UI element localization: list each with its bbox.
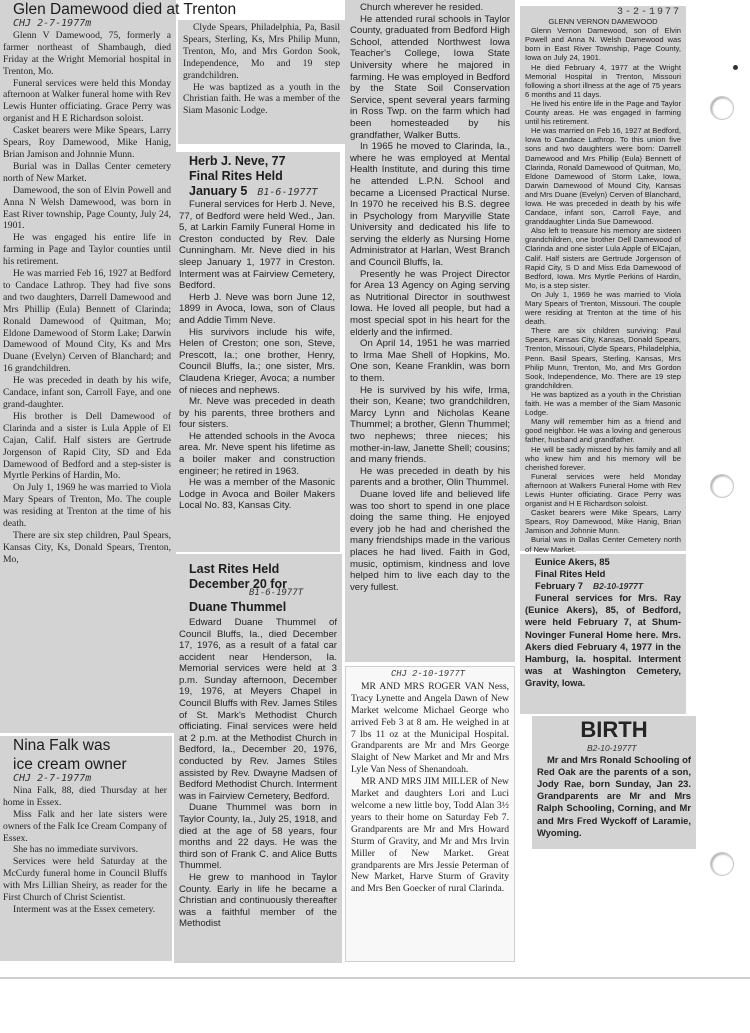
article-body bbox=[179, 199, 335, 512]
article-paragraph: He will be sadly missed by his family and all who knew him and his memory will be cherished forever. bbox=[525, 444, 681, 472]
clipping-nina-falk bbox=[0, 736, 172, 961]
headline: ice cream owner bbox=[13, 756, 127, 773]
article-paragraph: Miss Falk and her late sisters were owners of the Falk Ice Cream Company of Essex. bbox=[3, 808, 167, 844]
article-paragraph: Funeral services for Herb J. Neve, 77, of Bedford were held Wed., Jan. 5, at Larkin Family Funeral Home in Creston conducted by Rev. Dale Cunningham. Mr. Neve died in his sleep January 1, 1977 in Creston. Interment was at Fairview Cemetery, Bedford. bbox=[179, 199, 335, 292]
article-body bbox=[350, 2, 510, 593]
obituary-heading: GLENN VERNON DAMEWOOD bbox=[548, 17, 658, 27]
article-paragraph: He attended rural schools in Taylor County, graduated from Bedford High School, attended Northwest Iowa Teacher's College, Iowa State University where he majored in farming. He was employed in Bedford by the State Soil Conservation Service, spent several years farming in Ross Twp. on the farm which had been homesteaded by his grandfather, Walker Butts. bbox=[350, 13, 510, 141]
article-paragraph: He was preceded in death by his parents and a brother, Olin Thummel. bbox=[350, 465, 510, 489]
clipping-herb-neve bbox=[174, 152, 340, 552]
article-paragraph: Funeral services were held Monday afternoon at Walkers Funeral Home with Rev Lewis Hunter officiating. Grace Perry was organist and H E Richardson soloist. bbox=[525, 471, 681, 509]
article-paragraph: There are six children surviving: Paul Spears, Kansas City, Kansas, Donald Spears, Trenton, Missouri, Clyde Spears, Philadelphia, Penn. Basil Spears, Sterling, Kansas, Mrs Philip Munn, Trenton, Mo, and Mrs Gordon Sook, Independence, Mo. There are 19 step grandchildren. bbox=[525, 326, 681, 390]
article-body bbox=[525, 592, 681, 689]
article-paragraph: Burial was in Dallas Center cemetery north of New Market. bbox=[3, 160, 171, 184]
headline: Duane Thummel bbox=[189, 599, 287, 614]
article-paragraph: MR AND MRS JIM MILLER of New Market and daughters Lori and Luci welcome a new little boy, Todd Alan 3½ years to their home on Saturday Feb 7. Grandparents are Mr and Mrs Howard Sturm of Gravity, and Mr and Mrs Irvin Miller of New Market. Great grandparents are Mrs Jessie Peterman of New Market, Harve Sturm of Gravity and Mrs Ben Goecker of rural Clarinda. bbox=[351, 776, 509, 895]
headline: Nina Falk was bbox=[13, 737, 111, 754]
clipping-birth bbox=[532, 716, 696, 849]
date-note: CHJ 2-10-1977T bbox=[391, 669, 465, 679]
clipping-eunice-akers bbox=[520, 554, 686, 714]
article-paragraph: There are six step children, Paul Spears, Kansas City, Ks, Donald Spears, Trenton, Mo, bbox=[3, 529, 171, 565]
headline: Final Rites Held bbox=[189, 169, 283, 183]
headline: January 5 bbox=[189, 184, 248, 198]
article-paragraph: Clyde Spears, Philadelphia, Pa, Basil Spears, Sterling, Ks, Mrs Philip Munn, Trenton, Mo, and Mrs Gordon Sook, Independence, Mo and 19 step grandchildren. bbox=[183, 22, 340, 81]
article-paragraph: In 1965 he moved to Clarinda, Ia., where he was employed at Mental Health Institute, and during this time he attended L.P.N. School and became a Licensed Practical Nurse. In 1970 he received his B.S. degree in Psychology from Maryville State University and dedicated his life to serving the elderly as Nursing Home Administrator at Harlan, West Branch and Council Bluffs, Ia. bbox=[350, 141, 510, 269]
article-paragraph: She has no immediate survivors. bbox=[13, 844, 138, 856]
article-paragraph: Casket bearers were Mike Spears, Larry Spears, Roy Damewood, Mike Hanig, Brian Jamison and Johnnie Munn. bbox=[525, 508, 681, 536]
article-paragraph: Herb J. Neve was born June 12, 1899 in Avoca, Iowa, son of Claus and Addie Timm Neve. bbox=[179, 291, 335, 326]
article-body bbox=[525, 26, 681, 553]
article-paragraph: Glenn Vernon Damewood, son of Elvin Powell and Anna N. Welsh Damewood was born in East River Township, Page County, Iowa on July 24, 1901. bbox=[525, 26, 681, 63]
article-paragraph: He was engaged his entire life in farming in Page and Taylor counties until his retirement. bbox=[3, 232, 171, 268]
article-paragraph: Damewood, the son of Elvin Powell and Anna N Welsh Damewood, was born in East River township, Page County, July 24, 1901. bbox=[3, 184, 171, 232]
article-paragraph: MR AND MRS ROGER VAN Ness, Tracy Lynette and Angela Dawn of New Market welcome Michael George who arrived Feb 3 at 8 am. He weighed in at 7 lbs 11 oz at the Municipal Hospital. Grandparents are Mr and Mrs George Slaight of New Market and Mr and Mrs Lyle Van Ness of Shenandoah. bbox=[351, 680, 509, 776]
headline: BIRTH bbox=[580, 717, 648, 742]
article-body bbox=[537, 754, 691, 839]
date-note: B2-10-1977T bbox=[587, 743, 637, 753]
article-paragraph: He was baptized as a youth in the Christian faith. He was a member of the Siam Masonic Lodge. bbox=[183, 81, 340, 117]
article-paragraph: He is survived by his wife, Irma, their son, Keane; two grandchildren, Marcy Lynn and Nicholas Keane Thummel; a brother, Glenn Thummel; two nephews; three nieces; his mother-in-law, Janette Shell; cousins; and many friends. bbox=[350, 384, 510, 466]
headline: Herb J. Neve, 77 bbox=[189, 154, 286, 168]
article-paragraph: Funeral services for Mrs. Ray (Eunice Akers), 85, of Bedford, were held February 7, at Shum-Novinger Funeral Home here. Mrs. Akers died February 4, 1977 in the Hamburg, Ia. hospital. Interment was at Washington Cemetery, Gravity, Iowa. bbox=[525, 592, 681, 688]
article-paragraph: Funeral services were held this Monday afternoon at Walker funeral home with Rev Lewis Hunter officiating. Grace Perry was organist and H E Richardson soloist. bbox=[3, 77, 171, 125]
article-paragraph: On July 1, 1969 he was married to Viola Mary Spears of Trenton, Mo. The couple was residing at Trenton at the time of his death. bbox=[3, 482, 171, 530]
article-body bbox=[179, 617, 337, 930]
article-body bbox=[3, 30, 171, 566]
headline: February 7 bbox=[535, 580, 583, 592]
article-paragraph: Mr and Mrs Ronald Schooling of Red Oak are the parents of a son, Jody Rae, born Sunday, Jan 23. Grandparents are Mr and Mrs Ralph Schooling, Corning, and Mr and Mrs Fred Wyckoff of Laramie, Wyoming. bbox=[537, 754, 691, 838]
article-paragraph: His survivors include his wife, Helen of Creston; one son, Steve, Prescott, Ia.; one brother, Henry, Council Bluffs, Ia.; one sister, Mrs. Claudena Krieger, Avoca; a number of nieces and nephews. bbox=[179, 326, 335, 396]
article-paragraph: Presently he was Project Director for Area 13 Agency on Aging serving as Nutritional Director in southwest Iowa. He loved all people, but had a most special spot in his heart for the elderly and the infirmed. bbox=[350, 268, 510, 338]
article-body bbox=[351, 681, 509, 895]
page-edge bbox=[0, 977, 750, 979]
article-paragraph: His brother is Dell Damewood of Clarinda and a sister is Lula Apple of El Cajan, Calif. Half sisters are Gertrude Jorgenson of Rapid City, SD and Eda Damewood of Bedford and a step-sister is Myrtle Perkins of Hardin, Mo. bbox=[3, 410, 171, 482]
date-note: CHJ 2-7-1977m bbox=[13, 18, 92, 29]
article-paragraph: He attended schools in the Avoca area. Mr. Neve spent his lifetime as a boiler maker and construction engineer; he retired in 1963. bbox=[179, 430, 335, 477]
article-paragraph: Burial was in Dallas Center Cemetery north of New Market. bbox=[525, 535, 681, 554]
article-body bbox=[183, 22, 340, 117]
article-paragraph: Services were held Saturday at the McCurdy funeral home in Council Bluffs with Mrs Lillian Sheiry, as reader for the First Church of Christ Scientist. bbox=[3, 856, 167, 904]
clipping-duane-thummel bbox=[174, 554, 342, 963]
date-note: CHJ 2-7-1977m bbox=[13, 773, 92, 784]
ink-mark bbox=[733, 65, 738, 70]
date-note: 3-2-1977 bbox=[616, 7, 681, 18]
article-paragraph: He was married on Feb 16, 1927 at Bedford, Iowa to Candace Lathrop. To this union five sons and two daughters were born: Darrell Damewood and Mrs Phillip (Eula) Bennett of Clarinda, Ronald Damewood of Quitman, Mo, Eldone Damewood of Storm Lake, Iowa, Darwin Damewood of Mound City, Kansas and Mrs Duane (Evelyn) Cerven of Blanchard, Iowa. He was preceded in death by his wife Candace, infant son, Carroll Faye, and granddaughter Linda Sue Damewood. bbox=[525, 126, 681, 227]
article-paragraph: Many will remember him as a friend and good neighbor. He was a loving and generous father, husband and grandfather. bbox=[525, 417, 681, 445]
binder-hole bbox=[710, 96, 734, 120]
article-paragraph: Casket bearers were Mike Spears, Larry Spears, Roy Damewood, Mike Hanig, Brian Jamison and Johnnie Munn. bbox=[3, 125, 171, 160]
clipping-glenn-vernon-damewood bbox=[520, 6, 686, 554]
article-paragraph: Nina Falk, 88, died Thursday at her home in Essex. bbox=[3, 784, 167, 808]
headline: December 20 for bbox=[189, 577, 287, 591]
article-paragraph: On April 14, 1951 he was married to Irma Mae Shell of Hopkins, Mo. One son, Keane Franklin, was born to them. bbox=[350, 338, 510, 384]
article-paragraph: He was preceded in death by his wife, Candace, infant son, Carroll Faye, and one grand-daughter. bbox=[3, 375, 171, 410]
article-paragraph: Edward Duane Thummel of Council Bluffs, Ia., died December 17, 1976, as a result of a fatal car accident near Henderson, Ia. Memorial services were held at 3 p.m. Sunday afternoon, December 19, 1976, at Meyers Chapel in Council Bluffs with Rev. James Stiles of St. Mark's Methodist Church officiating. Final services were held at 2 p.m. at the Methodist Church in Bedford, Ia., December 20, 1976, conducted by Rev. James Stiles assisted by Rev. Dwayne Madsen of Bedford Methodist Church. Interment was in Fairview Cemetery, Bedford. bbox=[179, 616, 337, 802]
article-paragraph: Mr. Neve was preceded in death by his parents, three brothers and four sisters. bbox=[179, 396, 335, 431]
clipping-duane-thummel-continued bbox=[345, 0, 515, 662]
clipping-births-new-market bbox=[345, 666, 515, 962]
binder-hole bbox=[710, 474, 734, 498]
date-note: B1-6-1977T bbox=[257, 187, 318, 198]
article-paragraph: Interment was at the Essex cemetery. bbox=[13, 903, 156, 915]
article-paragraph: He grew to manhood in Taylor County. Early in life he became a Christian and continuously thereafter was a faithful member of the Methodist bbox=[179, 871, 337, 930]
date-note: B1-6-1977T bbox=[249, 588, 304, 598]
article-paragraph: Duane Thummel was born in Taylor County, Ia., July 25, 1918, and died at the age of 58 years, four months and 22 days. He was the third son of Frank C. and Alice Butts Thummel. bbox=[179, 802, 337, 872]
binder-hole bbox=[710, 852, 734, 876]
headline: Last Rites Held bbox=[189, 562, 280, 576]
article-paragraph: Glenn V Damewood, 75, formerly a farmer northeast of Shambaugh, died Friday at the Wright Memorial hospital in Trenton, Mo. bbox=[3, 29, 171, 77]
article-paragraph: Also left to treasure his memory are sixteen grandchildren, one brother Dell Damewood of Clarinda and one sister Lula Apple of ElCajan, Calif. Half sisters are Gertrude Jorgenson of Rapid City, S D and Miss Eda Damewood of Bedford, Iowa. Mrs Myrtle Perkins of Hardin, Mo, is a step sister. bbox=[525, 226, 681, 290]
article-paragraph: He died February 4, 1977 at the Wright Memorial Hospital in Trenton, Missouri following a short illness at the age of 75 years 6 months and 11 days. bbox=[525, 62, 681, 99]
article-body bbox=[3, 785, 167, 916]
article-paragraph: Church wherever he resided. bbox=[360, 2, 484, 13]
article-paragraph: He was a member of the Masonic Lodge in Avoca and Boiler Makers Local No. 83, Kansas City. bbox=[179, 477, 335, 512]
headline: Final Rites Held bbox=[535, 568, 606, 580]
article-paragraph: He was baptized as a youth in the Christian faith. He was a member of the Siam Masonic Lodge. bbox=[525, 389, 681, 418]
date-note: B2-10-1977T bbox=[592, 581, 644, 592]
article-paragraph: He was married Feb 16, 1927 at Bedford to Candace Lathrop. They had five sons and two daughters, Darrell Damewood and Mrs Phillip (Eula) Bennett of Clarinda; Ronald Damewood of Quitman, Mo; Eldone Damewood of Storm Lake; Darwin Damewood of Mound City, Ks and Mrs Duane (Evelyn) Cerven of Blanchard; and 16 grandchildren. bbox=[3, 268, 171, 375]
headline: Glen Damewood died at Trenton bbox=[13, 1, 237, 18]
article-paragraph: On July 1, 1969 he was married to Viola Mary Spears of Trenton, Missouri. The couple were residing at Trenton at the time of his death. bbox=[525, 289, 681, 327]
clipping-glen-damewood-continued bbox=[178, 20, 345, 144]
article-paragraph: He lived his entire life in the Page and Taylor County areas. He was engaged in farming until his retirement. bbox=[525, 98, 681, 127]
article-paragraph: Duane loved life and believed life was too short to spend in one place doing the same thing. He enjoyed every job he had and cherished the many friendships made in the various places he had lived. Faith in God, music, optimism, kindness and love helped him to live each day to the very fullest. bbox=[350, 488, 510, 593]
headline: Eunice Akers, 85 bbox=[535, 556, 610, 567]
